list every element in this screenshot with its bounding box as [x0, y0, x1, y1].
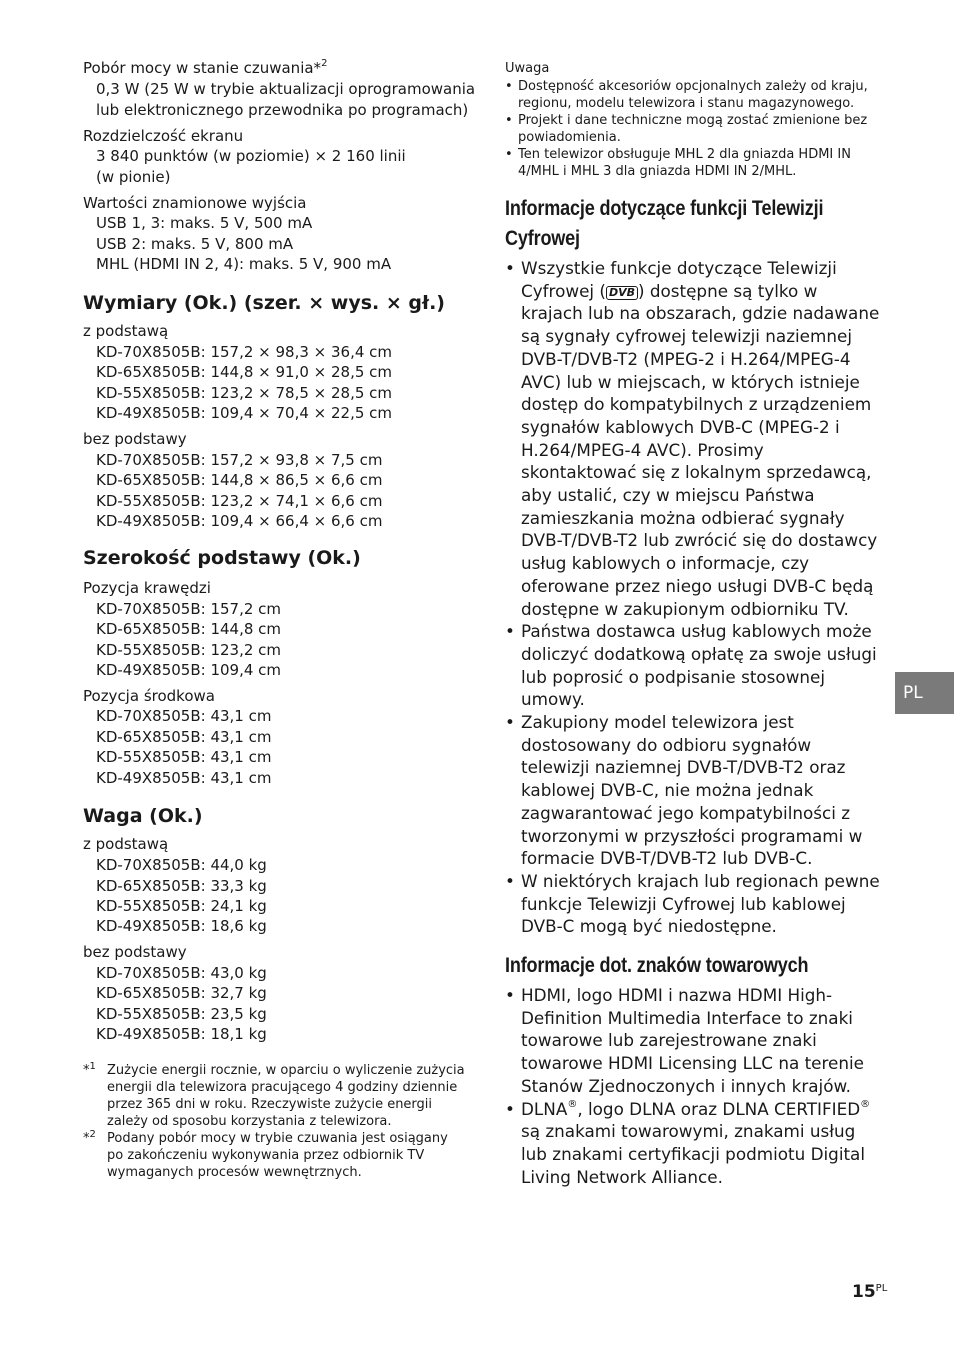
output-rating-value: USB 2: maks. 5 V, 800 mA [96, 235, 294, 253]
stand-width-row: KD-55X8505B: 123,2 cm [96, 641, 282, 659]
output-rating-label: Wartości znamionowe wyjścia [83, 194, 307, 212]
trademarks-list [505, 984, 883, 1188]
dimensions-with-stand-label: z podstawą [83, 322, 169, 340]
dimension-row: KD-70X8505B: 157,2 × 93,8 × 7,5 cm [96, 451, 383, 469]
dimension-row: KD-65X8505B: 144,8 × 86,5 × 6,6 cm [96, 471, 383, 489]
stand-center-label: Pozycja środkowa [83, 687, 215, 705]
dimensions-heading: Wymiary (Ok.) (szer. × wys. × gł.) [83, 292, 445, 314]
weight-row: KD-55X8505B: 23,5 kg [96, 1005, 267, 1023]
weight-row: KD-70X8505B: 43,0 kg [96, 964, 267, 982]
list-item: • DLNA®, logo DLNA oraz DLNA CERTIFIED® są znakami towarowymi, znakami usług lub znakami certyfikacji podmiotu Digital Living Network Alliance. [505, 1098, 871, 1187]
weight-row: KD-49X8505B: 18,6 kg [96, 917, 267, 935]
list-item: • Zakupiony model telewizora jest dostosowany do odbioru sygnałów telewizji naziemnej DVB-T/DVB-T2 oraz kablowej DVB-C, nie można jednak zagwarantować jego kompatybilności z tworzonymi w przyszłości programami w formacie DVB-T/DVB-T2 lub DVB-C. [505, 712, 863, 869]
language-tab: PL [895, 672, 954, 714]
stand-width-row: KD-70X8505B: 157,2 cm [96, 600, 282, 618]
standby-power-value: lub elektronicznego przewodnika po programach) [96, 101, 469, 119]
stand-width-heading: Szerokość podstawy (Ok.) [83, 547, 361, 569]
weight-without-stand-label: bez podstawy [83, 943, 187, 961]
output-rating-value: MHL (HDMI IN 2, 4): maks. 5 V, 900 mA [96, 255, 392, 273]
weight-row: KD-65X8505B: 33,3 kg [96, 877, 267, 895]
stand-width-row: KD-49X8505B: 43,1 cm [96, 769, 272, 787]
digital-tv-heading: Informacje dotyczące funkcji Telewizji Cyfrowej [505, 197, 824, 250]
weight-row: KD-65X8505B: 32,7 kg [96, 984, 267, 1002]
resolution-value: (w pionie) [96, 168, 171, 186]
stand-width-row: KD-55X8505B: 43,1 cm [96, 748, 272, 766]
note-list [505, 78, 885, 180]
resolution-label: Rozdzielczość ekranu [83, 127, 244, 145]
digital-tv-list [505, 257, 883, 938]
stand-edge-label: Pozycja krawędzi [83, 579, 211, 597]
dimension-row: KD-55X8505B: 123,2 × 74,1 × 6,6 cm [96, 492, 383, 510]
dvb-logo-icon: DVB [606, 286, 638, 300]
output-rating-value: USB 1, 3: maks. 5 V, 500 mA [96, 214, 313, 232]
list-item: • HDMI, logo HDMI i nazwa HDMI High-Definition Multimedia Interface to znaki towarowe lub zarejestrowane znaki towarowe HDMI Licensing LLC na terenie Stanów Zjednoczonych i innych krajów. [505, 985, 864, 1096]
dimensions-without-stand-label: bez podstawy [83, 430, 187, 448]
dimension-row: KD-70X8505B: 157,2 × 98,3 × 36,4 cm [96, 343, 393, 361]
weight-with-stand-label: z podstawą [83, 835, 169, 853]
weight-row: KD-70X8505B: 44,0 kg [96, 856, 267, 874]
stand-width-row: KD-70X8505B: 43,1 cm [96, 707, 272, 725]
standby-power-value: 0,3 W (25 W w trybie aktualizacji oprogramowania [96, 80, 476, 98]
note-item: • Ten telewizor obsługuje MHL 2 dla gniazda HDMI IN 4/MHL i MHL 3 dla gniazda HDMI IN 2/MHL. [505, 147, 851, 179]
standby-power-label: Pobór mocy w stanie czuwania*$^2$ [83, 58, 328, 77]
dimension-row: KD-49X8505B: 109,4 × 70,4 × 22,5 cm [96, 404, 393, 422]
dimension-row: KD-65X8505B: 144,8 × 91,0 × 28,5 cm [96, 363, 393, 381]
weight-row: KD-49X8505B: 18,1 kg [96, 1025, 267, 1043]
weight-row: KD-55X8505B: 24,1 kg [96, 897, 267, 915]
note-title: Uwaga [505, 61, 550, 76]
dimension-row: KD-49X8505B: 109,4 × 66,4 × 6,6 cm [96, 512, 383, 530]
list-item: • Państwa dostawca usług kablowych może doliczyć dodatkową opłatę za swoje usługi lub poprosić o podpisanie stosownej umowy. [505, 621, 877, 710]
resolution-value: 3 840 punktów (w poziomie) × 2 160 linii [96, 147, 406, 165]
note-item: • Dostępność akcesoriów opcjonalnych zależy od kraju, regionu, modelu telewizora i stanu magazynowego. [505, 79, 868, 111]
dimension-row: KD-55X8505B: 123,2 × 78,5 × 28,5 cm [96, 384, 393, 402]
stand-width-row: KD-49X8505B: 109,4 cm [96, 661, 282, 679]
weight-heading: Waga (Ok.) [83, 805, 203, 827]
trademarks-heading: Informacje dot. znaków towarowych [505, 954, 809, 977]
stand-width-row: KD-65X8505B: 144,8 cm [96, 620, 282, 638]
list-item: • Wszystkie funkcje dotyczące Telewizji Cyfrowej ( DVB ) dostępne są tylko w krajach lub na obszarach, gdzie nadawane są sygnały cyfrowej telewizji naziemnej DVB-T/DVB-T2 (MPEG-2 i H.264/MPEG-4 AVC) lub w miejscach, w których istnieje dostęp do kompatybilnych z urządzeniem sygnałów kablowych DVB-C (MPEG-2 i H.264/MPEG-4 AVC). Prosimy skontaktować się z lokalnym sprzedawcą, aby ustalić, czy w miejscu Państwa zamieszkania można odbierać sygnały DVB-T/DVB-T2 lub zwrócić się do dostawcy usług kablowych o informacje, czy oferowane przez niego usługi DVB-C będą dostępne w zakupionym odbiorniku TV. [505, 258, 880, 619]
list-item: • W niektórych krajach lub regionach pewne funkcje Telewizji Cyfrowej lub kablowej DVB-C mogą być niedostępne. [505, 870, 880, 937]
page-number: $15^{PL}$ [852, 1282, 888, 1302]
stand-width-row: KD-65X8505B: 43,1 cm [96, 728, 272, 746]
note-item: • Projekt i dane techniczne mogą zostać zmienione bez powiadomienia. [505, 113, 868, 145]
